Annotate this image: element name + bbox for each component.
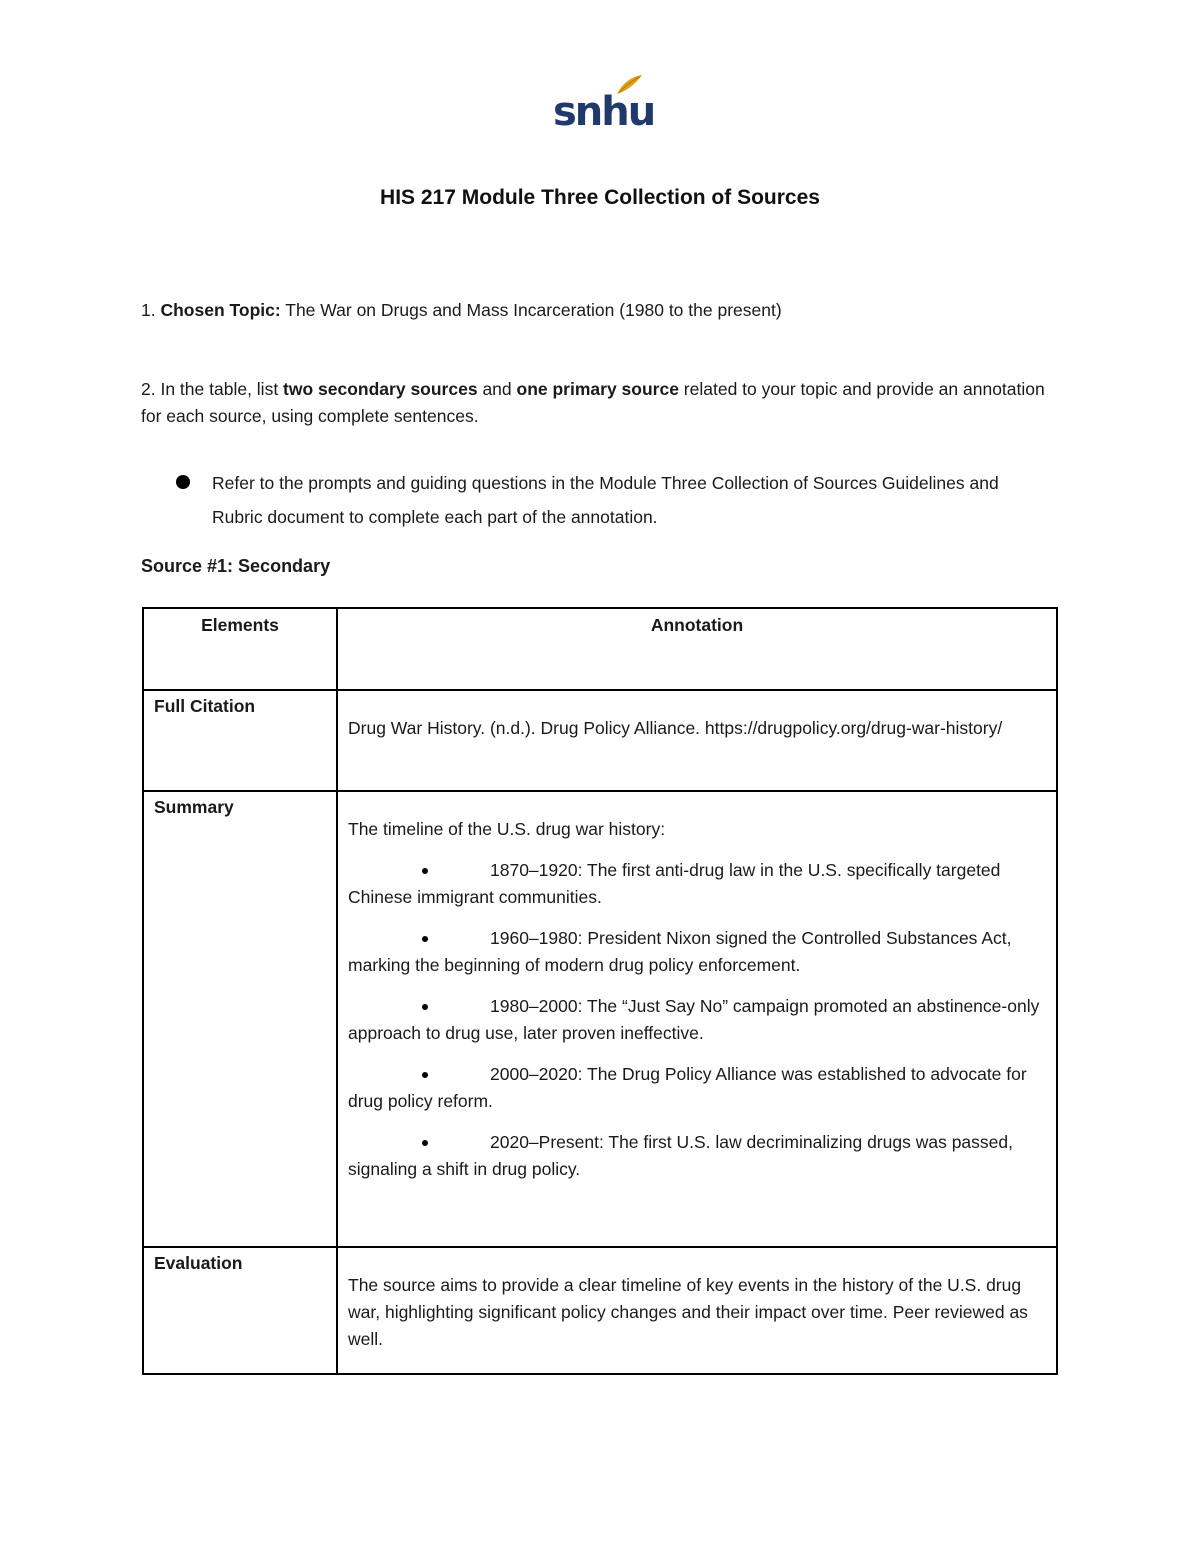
summary-item-range: 1870–1920: bbox=[490, 860, 583, 880]
item-number: 2. bbox=[141, 379, 156, 399]
header-annotation: Annotation bbox=[337, 608, 1057, 690]
instructions-text-1: In the table, list bbox=[155, 379, 284, 399]
bullet-icon bbox=[176, 475, 190, 489]
page-title: HIS 217 Module Three Collection of Sources bbox=[380, 186, 820, 209]
header-elements: Elements bbox=[143, 608, 337, 690]
instructions-text-3: related to your topic and provide an annotation for each source, using complete sentences. bbox=[141, 379, 1045, 426]
summary-item-text: The first anti-drug law in the U.S. specifically targeted Chinese immigrant communities. bbox=[348, 860, 1001, 907]
citation-cell: Drug War History. (n.d.). Drug Policy Alliance. https://drugpolicy.org/drug-war-history/ bbox=[337, 690, 1057, 791]
summary-item bbox=[348, 857, 1046, 911]
summary-item-range: 1960–1980: bbox=[490, 928, 583, 948]
instructions bbox=[141, 376, 1061, 430]
bullet-icon bbox=[422, 1140, 428, 1146]
source-table bbox=[142, 607, 1058, 1375]
summary-item-range: 1980–2000: bbox=[490, 996, 583, 1016]
chosen-topic-value: The War on Drugs and Mass Incarceration (1980 to the present) bbox=[280, 300, 782, 320]
evaluation-cell: The source aims to provide a clear timeline of key events in the history of the U.S. drug war, highlighting significant policy changes and their impact over time. Peer reviewed as well. bbox=[337, 1247, 1057, 1374]
table-header-row bbox=[143, 608, 1057, 690]
summary-item bbox=[348, 993, 1046, 1047]
summary-item bbox=[348, 925, 1046, 979]
instructions-bold-1: two secondary sources bbox=[283, 379, 478, 399]
logo-text: snhu bbox=[553, 89, 655, 135]
table-row bbox=[143, 690, 1057, 791]
summary-item-range: 2000–2020: bbox=[490, 1064, 583, 1084]
chosen-topic-label: Chosen Topic: bbox=[160, 300, 281, 320]
summary-item-range: 2020–Present: bbox=[490, 1132, 604, 1152]
summary-cell bbox=[337, 791, 1057, 1247]
table-row bbox=[143, 1247, 1057, 1374]
summary-item bbox=[348, 1061, 1046, 1115]
summary-item-text: The “Just Say No” campaign promoted an abstinence-only approach to drug use, later proven ineffective. bbox=[348, 996, 1040, 1043]
bullet-icon bbox=[422, 868, 428, 874]
bullet-icon bbox=[422, 1004, 428, 1010]
instructions-text-2: and bbox=[477, 379, 517, 399]
row-label-summary: Summary bbox=[143, 791, 337, 1247]
snhu-logo bbox=[553, 74, 655, 138]
row-label-evaluation: Evaluation bbox=[143, 1247, 337, 1374]
summary-item-text: The Drug Policy Alliance was established to advocate for drug policy reform. bbox=[348, 1064, 1027, 1111]
summary-item bbox=[348, 1129, 1046, 1183]
row-label-citation: Full Citation bbox=[143, 690, 337, 791]
bullet-icon bbox=[422, 936, 428, 942]
guideline-text: Refer to the prompts and guiding questions in the Module Three Collection of Sources Guidelines and Rubric document to complete each part of the annotation. bbox=[212, 473, 999, 527]
chosen-topic bbox=[141, 297, 782, 324]
section-heading: Source #1: Secondary bbox=[141, 556, 331, 576]
summary-intro: The timeline of the U.S. drug war history: bbox=[348, 819, 666, 839]
instructions-bold-2: one primary source bbox=[516, 379, 679, 399]
item-number: 1. bbox=[141, 300, 156, 320]
bullet-icon bbox=[422, 1072, 428, 1078]
summary-list bbox=[348, 857, 1046, 1183]
summary-item-text: The first U.S. law decriminalizing drugs was passed, signaling a shift in drug policy. bbox=[348, 1132, 1013, 1179]
table-row bbox=[143, 791, 1057, 1247]
summary-item-text: President Nixon signed the Controlled Substances Act, marking the beginning of modern drug policy enforcement. bbox=[348, 928, 1012, 975]
